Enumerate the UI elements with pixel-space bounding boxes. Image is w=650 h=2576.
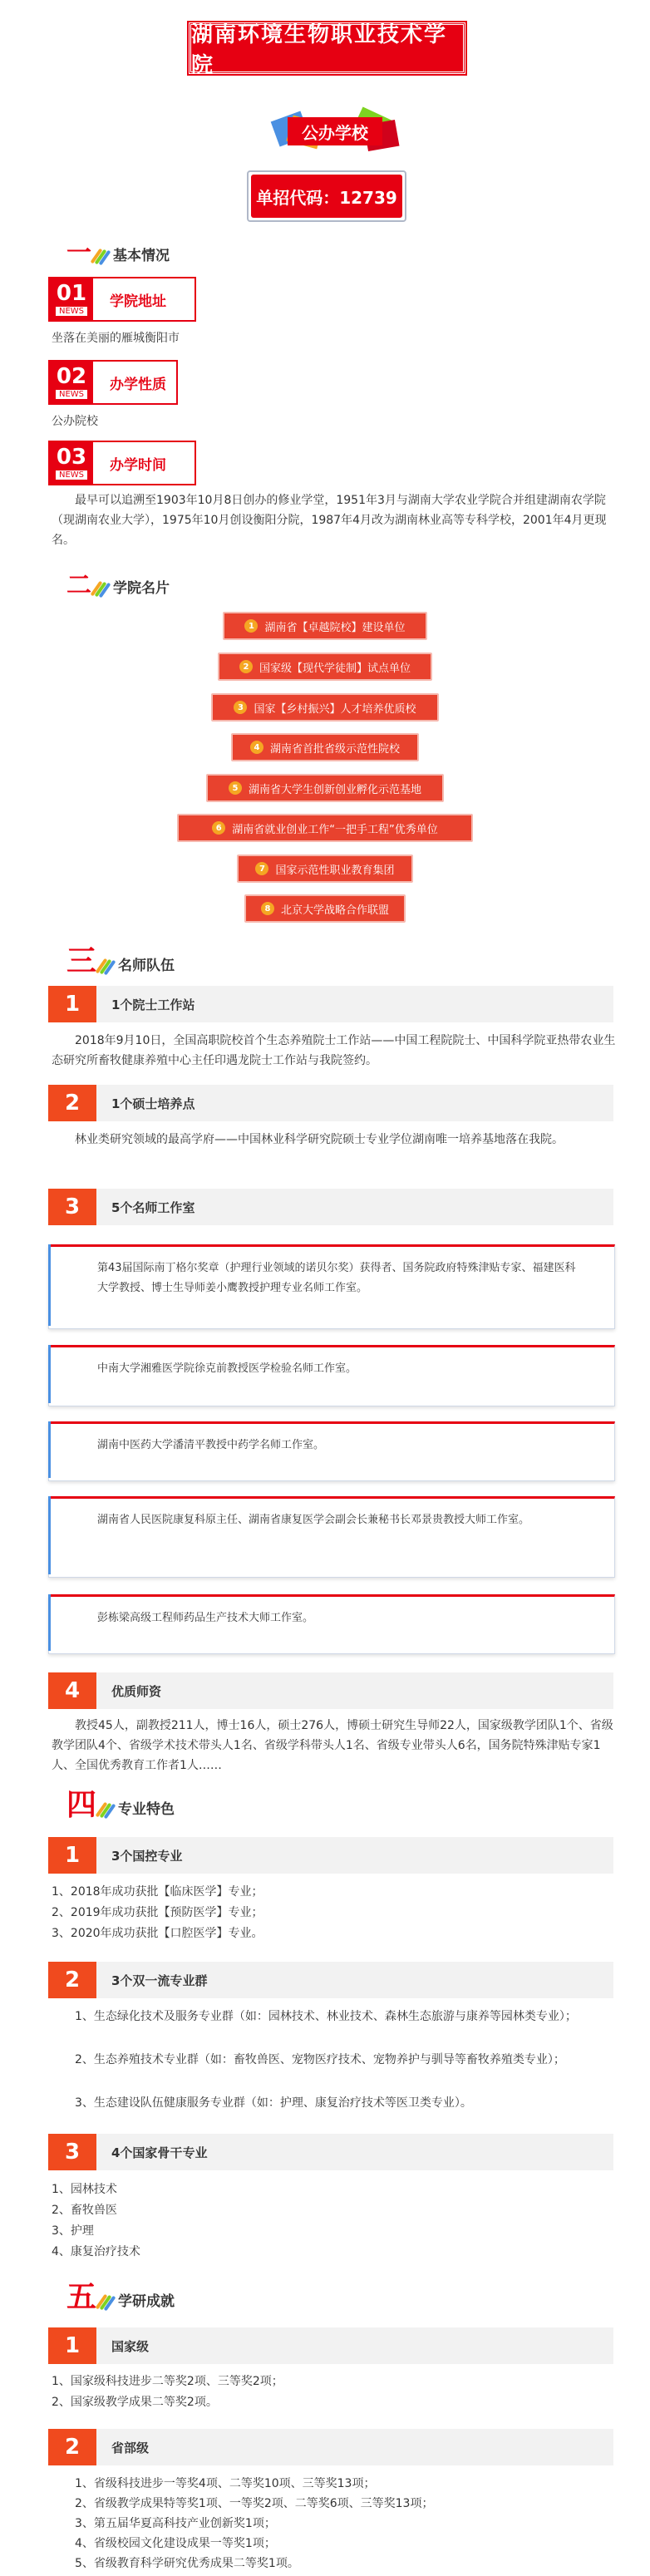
section-title: 名师队伍 bbox=[118, 958, 175, 974]
major-line: 1、生态绿化技术及服务专业群（如：园林技术、林业技术、森林生态旅游与康养等园林类专业）； bbox=[75, 2010, 577, 2023]
item-number: 1 bbox=[48, 1837, 96, 1874]
nature-text: 公办院校 bbox=[52, 415, 98, 428]
teacher-item-2 bbox=[48, 1085, 613, 1121]
major-item-2 bbox=[48, 1962, 613, 1998]
section-heading-basic bbox=[66, 241, 170, 266]
card-pill: 4 湖南省首批省级示范性院校 bbox=[231, 733, 419, 761]
public-school-badge bbox=[273, 109, 397, 155]
item-number: 4 bbox=[48, 1672, 96, 1709]
public-school-label: 公办学校 bbox=[288, 117, 382, 145]
research-line: 3、第五届华夏高科技产业创新奖1项； bbox=[75, 2517, 276, 2530]
item-label: 3个双一流专业群 bbox=[96, 1962, 613, 1998]
major-line: 3、护理 bbox=[52, 2224, 94, 2238]
section-heading-research bbox=[66, 2279, 175, 2314]
basic-item-address bbox=[48, 277, 196, 322]
research-line: 2、省级教学成果特等奖1项、一等奖2项、二等奖6项、三等奖13项； bbox=[75, 2497, 434, 2510]
major-line: 2、畜牧兽医 bbox=[52, 2204, 117, 2217]
major-line: 3、2020年成功获批【口腔医学】专业。 bbox=[52, 1927, 263, 1940]
item-number: 03 bbox=[56, 445, 87, 470]
item-number: 2 bbox=[48, 2429, 96, 2465]
basic-item-history bbox=[48, 441, 196, 485]
history-text: 最早可以追溯至1903年10月8日创办的修业学堂，1951年3月与湖南大学农业学院合并组建湖南农学院（现湖南农业大学），1975年10月创设衡阳分院，1987年4月改为湖南林业高等专科学校，2001年4月更现名。 bbox=[52, 494, 607, 547]
item-number: 2 bbox=[48, 1962, 96, 1998]
research-line: 5、省级教育科学研究优秀成果二等奖1项。 bbox=[75, 2557, 299, 2570]
card-pill: 6 湖南省就业创业工作“一把手工程”优秀单位 bbox=[177, 814, 473, 842]
section-heading-majors bbox=[66, 1787, 175, 1822]
pen-icon bbox=[98, 2293, 113, 2312]
research-item-2 bbox=[48, 2429, 613, 2465]
item-label: 省部级 bbox=[96, 2429, 613, 2465]
research-line: 1、省级科技进步一等奖4项、二等奖10项、三等奖13项； bbox=[75, 2477, 376, 2490]
major-line: 2、生态养殖技术专业群（如：畜牧兽医、宠物医疗技术、宠物养护与驯导等畜牧养殖类专业）； bbox=[75, 2053, 565, 2066]
teacher-item-3 bbox=[48, 1189, 613, 1225]
page-title: 湖南环境生物职业技术学院 bbox=[191, 22, 448, 78]
section-number: 二 bbox=[66, 571, 91, 600]
enrollment-code-badge bbox=[247, 170, 406, 222]
item-number: 1 bbox=[48, 986, 96, 1022]
pen-icon bbox=[93, 580, 108, 598]
pen-icon bbox=[93, 248, 108, 266]
section-title: 学研成就 bbox=[118, 2293, 175, 2310]
major-line: 1、2018年成功获批【临床医学】专业； bbox=[52, 1885, 263, 1899]
card-pill: 3 国家【乡村振兴】人才培养优质校 bbox=[211, 693, 439, 722]
section-heading-teachers bbox=[66, 943, 175, 978]
major-line: 4、康复治疗技术 bbox=[52, 2245, 140, 2258]
item-label: 4个国家骨干专业 bbox=[96, 2134, 613, 2170]
item-label: 1个院士工作站 bbox=[96, 986, 613, 1022]
section-number: 三 bbox=[66, 943, 97, 978]
major-item-1 bbox=[48, 1837, 613, 1874]
section-title: 学院名片 bbox=[113, 580, 170, 597]
teacher-text: 2018年9月10日，全国高职院校首个生态养殖院士工作站——中国工程院院士、中国科学院亚热带农业生态研究所畜牧健康养殖中心主任印遇龙院士工作站与我院签约。 bbox=[52, 1034, 616, 1067]
item-label: 办学时间 bbox=[110, 456, 166, 474]
item-number: 02 bbox=[56, 364, 87, 389]
item-label: 1个硕士培养点 bbox=[96, 1085, 613, 1121]
studio-card: 湖南中医药大学潘清平教授中药学名师工作室。 bbox=[48, 1421, 615, 1481]
card-pill: 7 国家示范性职业教育集团 bbox=[237, 855, 413, 883]
teacher-item-4 bbox=[48, 1672, 613, 1709]
teacher-text: 教授45人，副教授211人，博士16人，硕士276人，博硕士研究生导师22人，国家级教学团队1个、省级教学团队4个、省级学术技术带头人1名、省级学科带头人1名、省级专业带头人6名，国务院特殊津贴专家1人、全国优秀教育工作者1人…… bbox=[52, 1719, 613, 1772]
card-pill: 5 湖南省大学生创新创业孵化示范基地 bbox=[206, 774, 444, 802]
card-pill: 1 湖南省【卓越院校】建设单位 bbox=[223, 612, 427, 640]
research-line: 4、省级校园文化建设成果一等奖1项； bbox=[75, 2537, 276, 2550]
studio-card: 彭栋梁高级工程师药品生产技术大师工作室。 bbox=[48, 1594, 615, 1654]
item-label: 办学性质 bbox=[110, 376, 166, 393]
major-item-3 bbox=[48, 2134, 613, 2170]
item-label: 学院地址 bbox=[110, 293, 166, 310]
research-item-1 bbox=[48, 2327, 613, 2364]
page-title-banner bbox=[189, 22, 465, 78]
studio-card: 第43届国际南丁格尔奖章（护理行业领域的诺贝尔奖）获得者、国务院政府特殊津贴专家、福建医科大学教授、博士生导师姜小鹰教授护理专业名师工作室。 bbox=[48, 1244, 615, 1329]
basic-item-nature bbox=[48, 360, 178, 405]
section-number: 一 bbox=[66, 239, 91, 268]
studio-card: 中南大学湘雅医学院徐克前教授医学检验名师工作室。 bbox=[48, 1345, 615, 1406]
card-pill: 8 北京大学战略合作联盟 bbox=[244, 894, 406, 923]
item-number: 2 bbox=[48, 1085, 96, 1121]
major-line: 3、生态建设队伍健康服务专业群（如：护理、康复治疗技术等医卫类专业）。 bbox=[75, 2096, 472, 2110]
section-number: 五 bbox=[66, 2279, 97, 2314]
section-heading-cards bbox=[66, 571, 170, 600]
news-badge: NEWS bbox=[56, 470, 87, 480]
item-label: 3个国控专业 bbox=[96, 1837, 613, 1874]
section-number: 四 bbox=[66, 1787, 97, 1822]
pen-icon bbox=[98, 1801, 113, 1820]
research-line: 1、国家级科技进步二等奖2项、三等奖2项； bbox=[52, 2375, 283, 2388]
pen-icon bbox=[98, 958, 113, 976]
item-number: 1 bbox=[48, 2327, 96, 2364]
item-label: 5个名师工作室 bbox=[96, 1189, 613, 1225]
enrollment-code: 单招代码：12739 bbox=[251, 175, 402, 218]
studio-card: 湖南省人民医院康复科原主任、湖南省康复医学会副会长兼秘书长邓景贵教授大师工作室。 bbox=[48, 1496, 615, 1578]
item-number: 3 bbox=[48, 1189, 96, 1225]
item-label: 优质师资 bbox=[96, 1672, 613, 1709]
item-label: 国家级 bbox=[96, 2327, 613, 2364]
section-title: 专业特色 bbox=[118, 1801, 175, 1818]
address-text: 坐落在美丽的雁城衡阳市 bbox=[52, 332, 180, 345]
major-line: 1、园林技术 bbox=[52, 2183, 117, 2196]
teacher-text: 林业类研究领域的最高学府——中国林业科学研究院硕士专业学位湖南唯一培养基地落在我院。 bbox=[75, 1133, 564, 1146]
card-pill: 2 国家级【现代学徒制】试点单位 bbox=[218, 653, 432, 681]
teacher-item-1 bbox=[48, 986, 613, 1022]
section-title: 基本情况 bbox=[113, 248, 170, 264]
major-line: 2、2019年成功获批【预防医学】专业； bbox=[52, 1906, 263, 1919]
news-badge: NEWS bbox=[56, 307, 87, 316]
item-number: 01 bbox=[56, 281, 87, 306]
research-line: 2、国家级教学成果二等奖2项。 bbox=[52, 2396, 218, 2409]
news-badge: NEWS bbox=[56, 390, 87, 399]
item-number: 3 bbox=[48, 2134, 96, 2170]
